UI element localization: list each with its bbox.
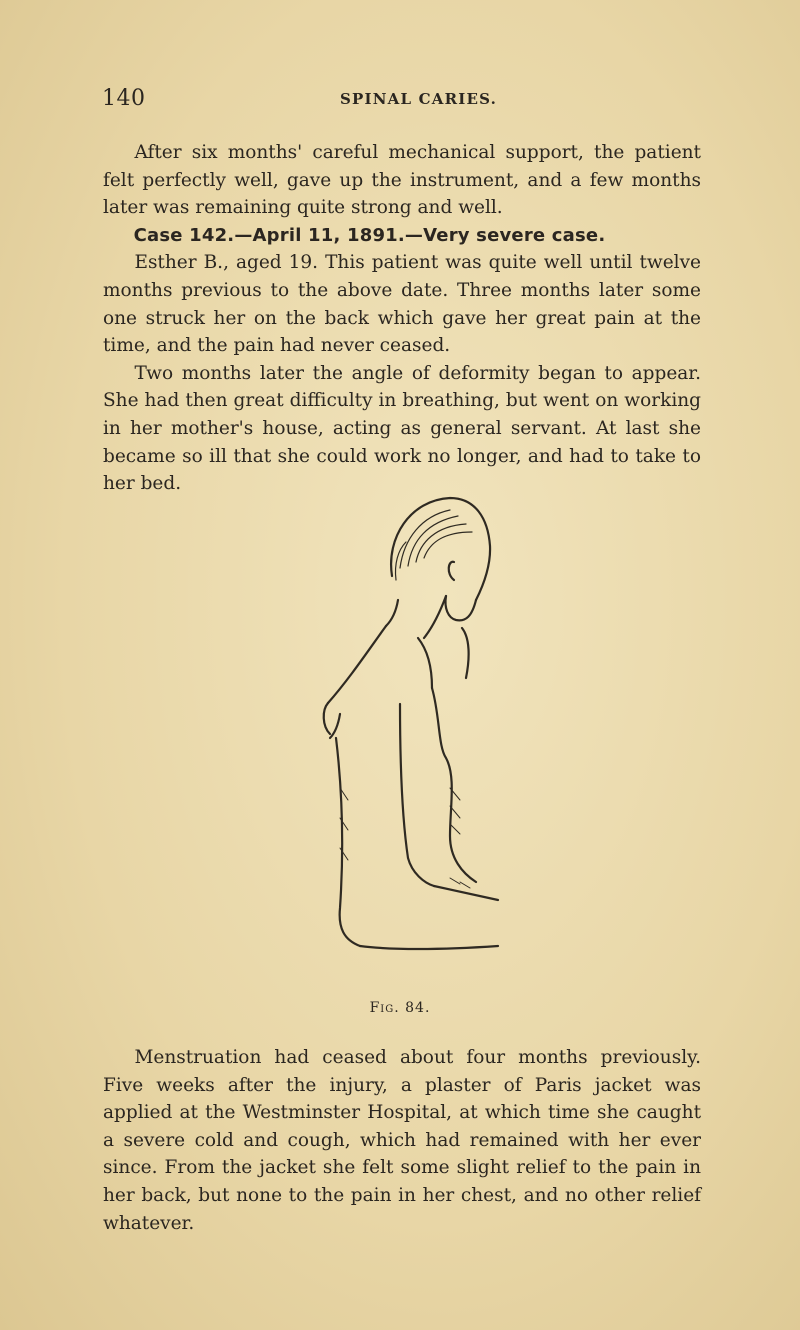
kneeling-figure-icon <box>300 488 500 968</box>
paragraph: After six months' careful mechanical support, the patient felt perfectly well, gave up the instrument, and a few months later was remaining quite strong and well. <box>103 142 701 219</box>
figure-caption: Fig. 84. <box>369 1000 431 1016</box>
text-block-bottom <box>103 1044 701 1237</box>
page-number: 140 <box>102 86 146 111</box>
case-heading: Case 142.—April 11, 1891.—Very severe case. <box>133 224 606 246</box>
paragraph: Two months later the angle of deformity began to appear. She had then great difficulty in breathing, but went on working in her mother's house, acting as general servant. At last she became so ill that she could work no longer, and had to take to her bed. <box>103 362 701 495</box>
page-header <box>102 86 702 116</box>
running-head: SPINAL CARIES. <box>340 90 498 108</box>
paragraph: Menstruation had ceased about four months previously. Five weeks after the injury, a plaster of Paris jacket was applied at the Westminster Hospital, at which time she caught a severe cold and cough, which had remained with her ever since. From the jacket she felt some slight relief to the pain in her back, but none to the pain in her chest, and no other relief whatever. <box>103 1047 701 1234</box>
figure-illustration <box>300 488 500 968</box>
paragraph: Esther B., aged 19. This patient was quite well until twelve months previous to the above date. Three months later some one struck her on the back which gave her great pain at the time, and the pain had never ceased. <box>103 252 701 357</box>
text-block-top <box>103 139 701 498</box>
